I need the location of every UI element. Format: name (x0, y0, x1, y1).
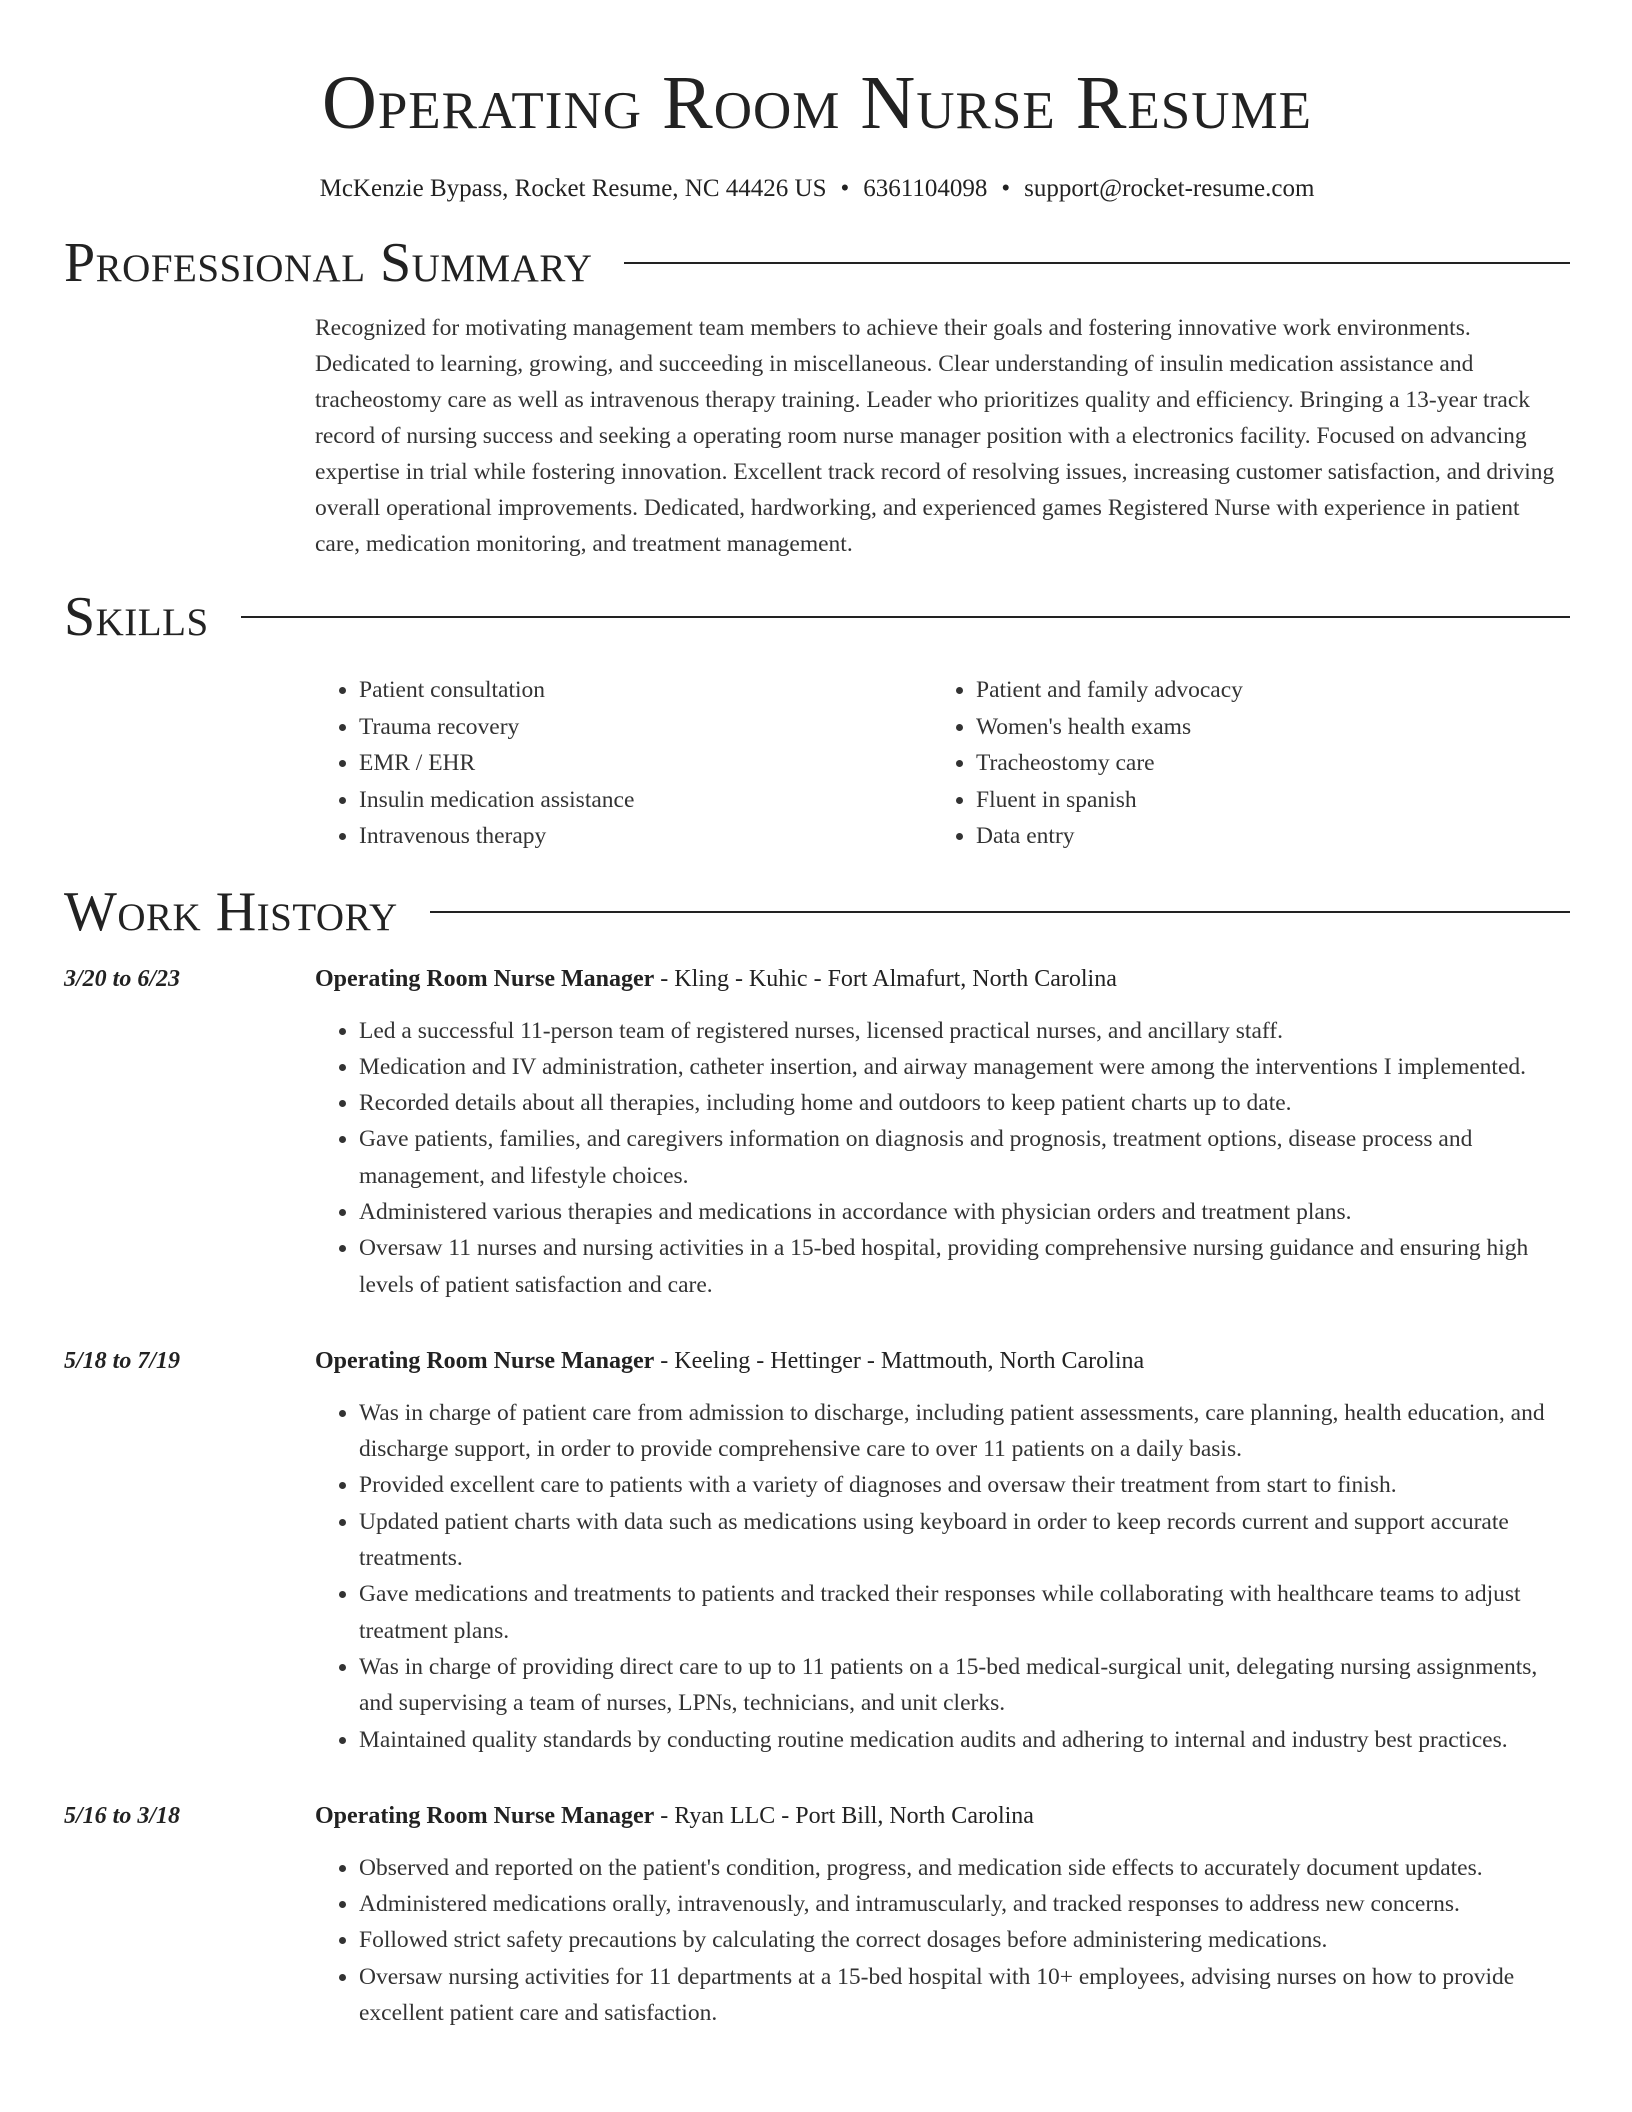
section-divider (241, 616, 1570, 618)
job-bullet: • Followed strict safety precautions by calculating the correct dosages before administering medications. (359, 1922, 1570, 1958)
job-heading (315, 1798, 1570, 1834)
job-employer: - Kling - Kuhic - Fort Almafurt, North Carolina (654, 965, 1117, 992)
section-header-skills (64, 582, 1570, 652)
job-bullet: • Gave medications and treatments to patients and tracked their responses while collaborating with healthcare teams to adjust treatment plans. (359, 1576, 1570, 1649)
section-title-skills: Skills (64, 586, 209, 648)
section-header-work-history (64, 877, 1570, 947)
job-bullet: • Provided excellent care to patients with a variety of diagnoses and oversaw their treatment from start to finish. (359, 1467, 1570, 1503)
skill-item: • Insulin medication assistance (359, 782, 932, 819)
job-body (315, 1798, 1570, 2031)
job-bullet: • Led a successful 11-person team of registered nurses, licensed practical nurses, and ancillary staff. (359, 1013, 1570, 1049)
skills-column-left (315, 672, 932, 855)
contact-line (64, 172, 1570, 206)
contact-email[interactable]: support@rocket-resume.com (1024, 175, 1315, 202)
resume-page (64, 0, 1570, 2031)
job-bullet: • Gave patients, families, and caregivers information on diagnosis and prognosis, treatment options, disease process and management, and lifestyle choices. (359, 1121, 1570, 1194)
job-role: Operating Room Nurse Manager (315, 1347, 655, 1374)
job-employer: - Ryan LLC - Port Bill, North Carolina (654, 1802, 1034, 1829)
job-bullet: • Oversaw nursing activities for 11 departments at a 15-bed hospital with 10+ employees, advising nurses on how to provide excellent patient care and satisfaction. (359, 1959, 1570, 2032)
section-title-work-history: Work History (64, 880, 398, 943)
job-bullet: • Recorded details about all therapies, including home and outdoors to keep patient charts up to date. (359, 1085, 1570, 1121)
skill-item: • Patient and family advocacy (976, 672, 1549, 709)
skill-item: • Data entry (976, 818, 1549, 855)
job-role: Operating Room Nurse Manager (315, 1802, 655, 1829)
job-body (315, 961, 1570, 1303)
job-bullet: • Maintained quality standards by conducting routine medication audits and adhering to internal and industry best practices. (359, 1722, 1570, 1758)
skill-item: • Tracheostomy care (976, 745, 1549, 782)
section-title-summary: Professional Summary (64, 232, 593, 294)
job-bullet: • Was in charge of providing direct care to up to 11 patients on a 15-bed medical-surgical unit, delegating nursing assignments, and supervising a team of nurses, LPNs, technicians, and unit clerks. (359, 1649, 1570, 1722)
job-entry (64, 1343, 1570, 1758)
job-bullet: • Updated patient charts with data such as medications using keyboard in order to keep records current and support accurate treatments. (359, 1504, 1570, 1577)
skills-column-right (932, 672, 1549, 855)
job-bullet: • Administered various therapies and medications in accordance with physician orders and treatment plans. (359, 1194, 1570, 1230)
job-entry (64, 1798, 1570, 2031)
job-dates: 5/16 to 3/18 (64, 1802, 181, 1829)
job-role: Operating Room Nurse Manager (315, 965, 655, 992)
skill-item: • Women's health exams (976, 709, 1549, 746)
contact-separator: • (1001, 175, 1011, 202)
job-bullets (315, 1395, 1570, 1758)
summary-text: Recognized for motivating management team members to achieve their goals and fostering innovative work environments. Dedicated to learning, growing, and succeeding in miscellaneous. Clear understanding of insulin medication assistance and tracheostomy care as well as intravenous therapy training. Leader who prioritizes quality and efficiency. Bringing a 13-year track record of nursing success and seeking a operating room nurse manager position with a electronics facility. Focused on advancing expertise in trial while fostering innovation. Excellent track record of resolving issues, increasing customer satisfaction, and driving overall operational improvements. Dedicated, hardworking, and experienced games Registered Nurse with experience in patient care, medication monitoring, and treatment management. (315, 315, 1555, 557)
job-heading (315, 1343, 1570, 1379)
skill-item: • EMR / EHR (359, 745, 932, 782)
job-bullets (315, 1013, 1570, 1303)
job-bullets (315, 1850, 1570, 2031)
skill-item: • Trauma recovery (359, 709, 932, 746)
skill-item: • Intravenous therapy (359, 818, 932, 855)
skill-item: • Patient consultation (359, 672, 932, 709)
job-employer: - Keeling - Hettinger - Mattmouth, North Carolina (654, 1347, 1145, 1374)
skills-list (315, 672, 1570, 855)
job-bullet: • Was in charge of patient care from admission to discharge, including patient assessments, care planning, health education, and discharge support, in order to provide comprehensive care to over 11 patients on a daily basis. (359, 1395, 1570, 1468)
job-bullet: • Oversaw 11 nurses and nursing activities in a 15-bed hospital, providing comprehensive nursing guidance and ensuring high levels of patient satisfaction and care. (359, 1230, 1570, 1303)
job-bullet: • Administered medications orally, intravenously, and intramuscularly, and tracked responses to address new concerns. (359, 1886, 1570, 1922)
job-bullet: • Medication and IV administration, catheter insertion, and airway management were among the interventions I implemented. (359, 1049, 1570, 1085)
section-divider (624, 262, 1570, 264)
skill-item: • Fluent in spanish (976, 782, 1549, 819)
job-dates: 3/20 to 6/23 (64, 965, 181, 992)
resume-title: Operating Room Nurse Resume (321, 61, 1313, 145)
job-bullet: • Observed and reported on the patient's condition, progress, and medication side effects to accurately document updates. (359, 1850, 1570, 1886)
contact-separator: • (840, 175, 850, 202)
section-header-summary (64, 228, 1570, 298)
job-entry (64, 961, 1570, 1303)
job-dates: 5/18 to 7/19 (64, 1347, 181, 1374)
job-body (315, 1343, 1570, 1758)
section-divider (430, 911, 1570, 913)
contact-phone: 6361104098 (863, 175, 988, 202)
job-heading (315, 961, 1570, 997)
contact-address: McKenzie Bypass, Rocket Resume, NC 44426 US (319, 175, 827, 202)
